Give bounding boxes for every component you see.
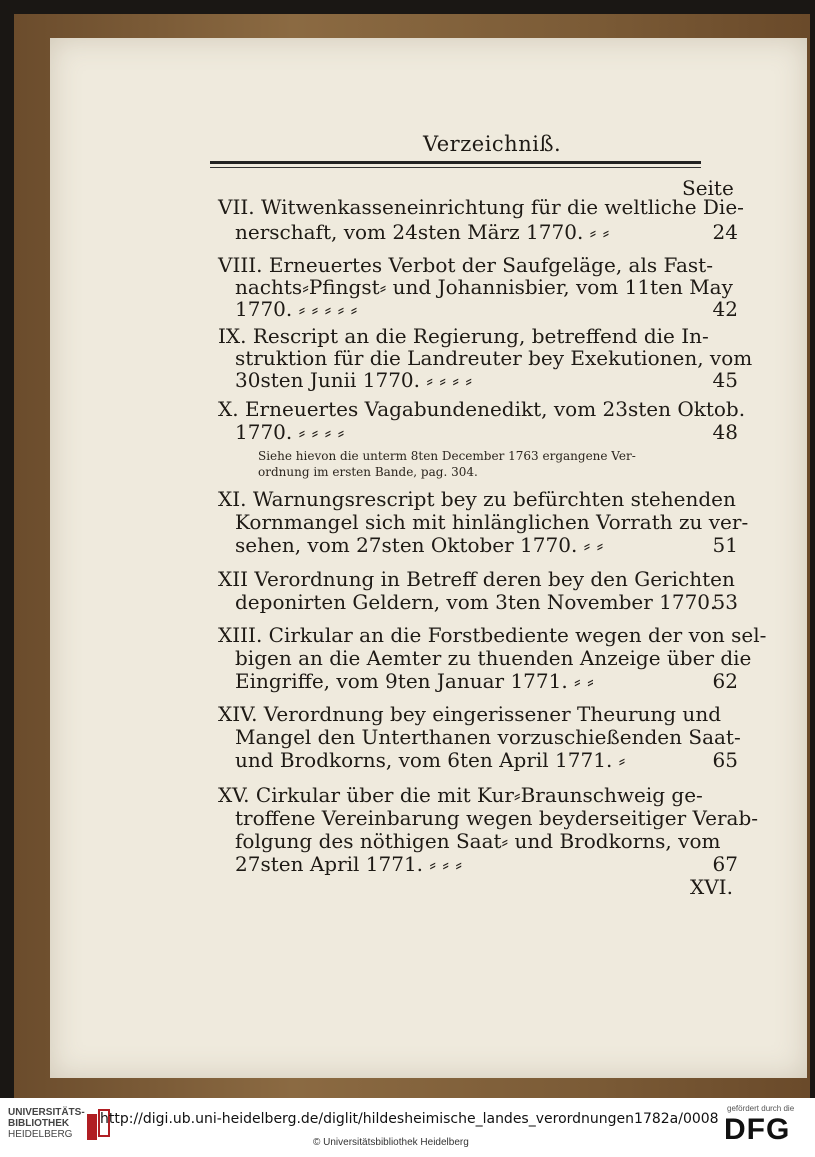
entry-line: nerschaft, vom 24sten März 1770. ⸗ ⸗ 24	[235, 220, 738, 244]
footnote-line: ordnung im ersten Bande, pag. 304.	[258, 465, 478, 479]
entry-line: struktion für die Landreuter bey Exekutionen, vom	[235, 346, 753, 370]
entry-page-number: 65	[712, 748, 738, 772]
title-rule-thin	[210, 167, 701, 168]
entry-page-number: 42	[712, 297, 738, 321]
entry-line: troffene Vereinbarung wegen beyderseitiger Verab-	[235, 806, 759, 830]
entry-line: VIII. Erneuertes Verbot der Saufgeläge, als Fast-	[218, 253, 713, 277]
entry-line: Kornmangel sich mit hinlänglichen Vorrath zu ver-	[235, 510, 749, 534]
entry-page-number: 24	[712, 220, 738, 244]
entry-line: X. Erneuertes Vagabundenedikt, vom 23sten Oktob.	[218, 397, 746, 421]
entry-line: sehen, vom 27sten Oktober 1770. ⸗ ⸗ 51	[235, 533, 738, 557]
footnote-line: Siehe hievon die unterm 8ten December 1763 ergangene Ver-	[258, 449, 636, 463]
entry-line: deponirten Geldern, vom 3ten November 1770. 53	[235, 590, 738, 614]
entry-page-number: 67	[712, 852, 738, 876]
permalink-url[interactable]: http://digi.ub.uni-heidelberg.de/diglit/hildesheimische_landes_verordnungen1782a/0008	[100, 1111, 719, 1127]
entry-line: bigen an die Aemter zu thuenden Anzeige über die	[235, 646, 752, 670]
entry-line: 30sten Junii 1770. ⸗ ⸗ ⸗ ⸗ 45	[235, 368, 738, 392]
entry-line: und Brodkorns, vom 6ten April 1771. ⸗ 65	[235, 748, 738, 772]
entry-line: Eingriffe, vom 9ten Januar 1771. ⸗ ⸗ 62	[235, 669, 738, 693]
entry-line: XII Verordnung in Betreff deren bey den Gerichten	[218, 567, 735, 591]
copyright-notice: © Universitätsbibliothek Heidelberg	[313, 1137, 469, 1148]
dfg-logo: DFG	[724, 1113, 791, 1146]
entry-line: Mangel den Unterthanen vorzuschießenden Saat-	[235, 725, 741, 749]
entry-line: XV. Cirkular über die mit Kur⸗Braunschweig ge-	[218, 783, 703, 807]
entry-page-number: 62	[712, 669, 738, 693]
entry-line: VII. Witwenkasseneinrichtung für die weltliche Die-	[218, 195, 744, 219]
entry-line: folgung des nöthigen Saat⸗ und Brodkorns, vom	[235, 829, 721, 853]
seite-label: Seite	[682, 176, 734, 200]
entry-line: XI. Warnungsrescript bey zu befürchten stehenden	[218, 487, 736, 511]
catchword: XVI.	[690, 875, 733, 899]
entry-line: 27sten April 1771. ⸗ ⸗ ⸗ 67	[235, 852, 738, 876]
entry-line: XIII. Cirkular an die Forstbediente wegen der von sel-	[218, 623, 767, 647]
title-rule	[210, 161, 701, 164]
page-title: Verzeichniß.	[423, 132, 562, 156]
entry-page-number: 45	[712, 368, 738, 392]
entry-line: 1770. ⸗ ⸗ ⸗ ⸗ ⸗ 42	[235, 297, 738, 321]
entry-line: XIV. Verordnung bey eingerissener Theurung und	[218, 702, 721, 726]
funded-by-label: gefördert durch die	[727, 1104, 795, 1113]
library-name: UNIVERSITÄTS- BIBLIOTHEK HEIDELBERG	[8, 1107, 85, 1140]
entry-line: nachts⸗Pfingst⸗ und Johannisbier, vom 11ten May	[235, 275, 733, 299]
entry-page-number: 53	[712, 590, 738, 614]
viewer-footer	[0, 1098, 815, 1157]
entry-page-number: 48	[712, 420, 738, 444]
entry-page-number: 51	[712, 533, 738, 557]
entry-line: IX. Rescript an die Regierung, betreffend die In-	[218, 324, 709, 348]
entry-line: 1770. ⸗ ⸗ ⸗ ⸗ 48	[235, 420, 738, 444]
